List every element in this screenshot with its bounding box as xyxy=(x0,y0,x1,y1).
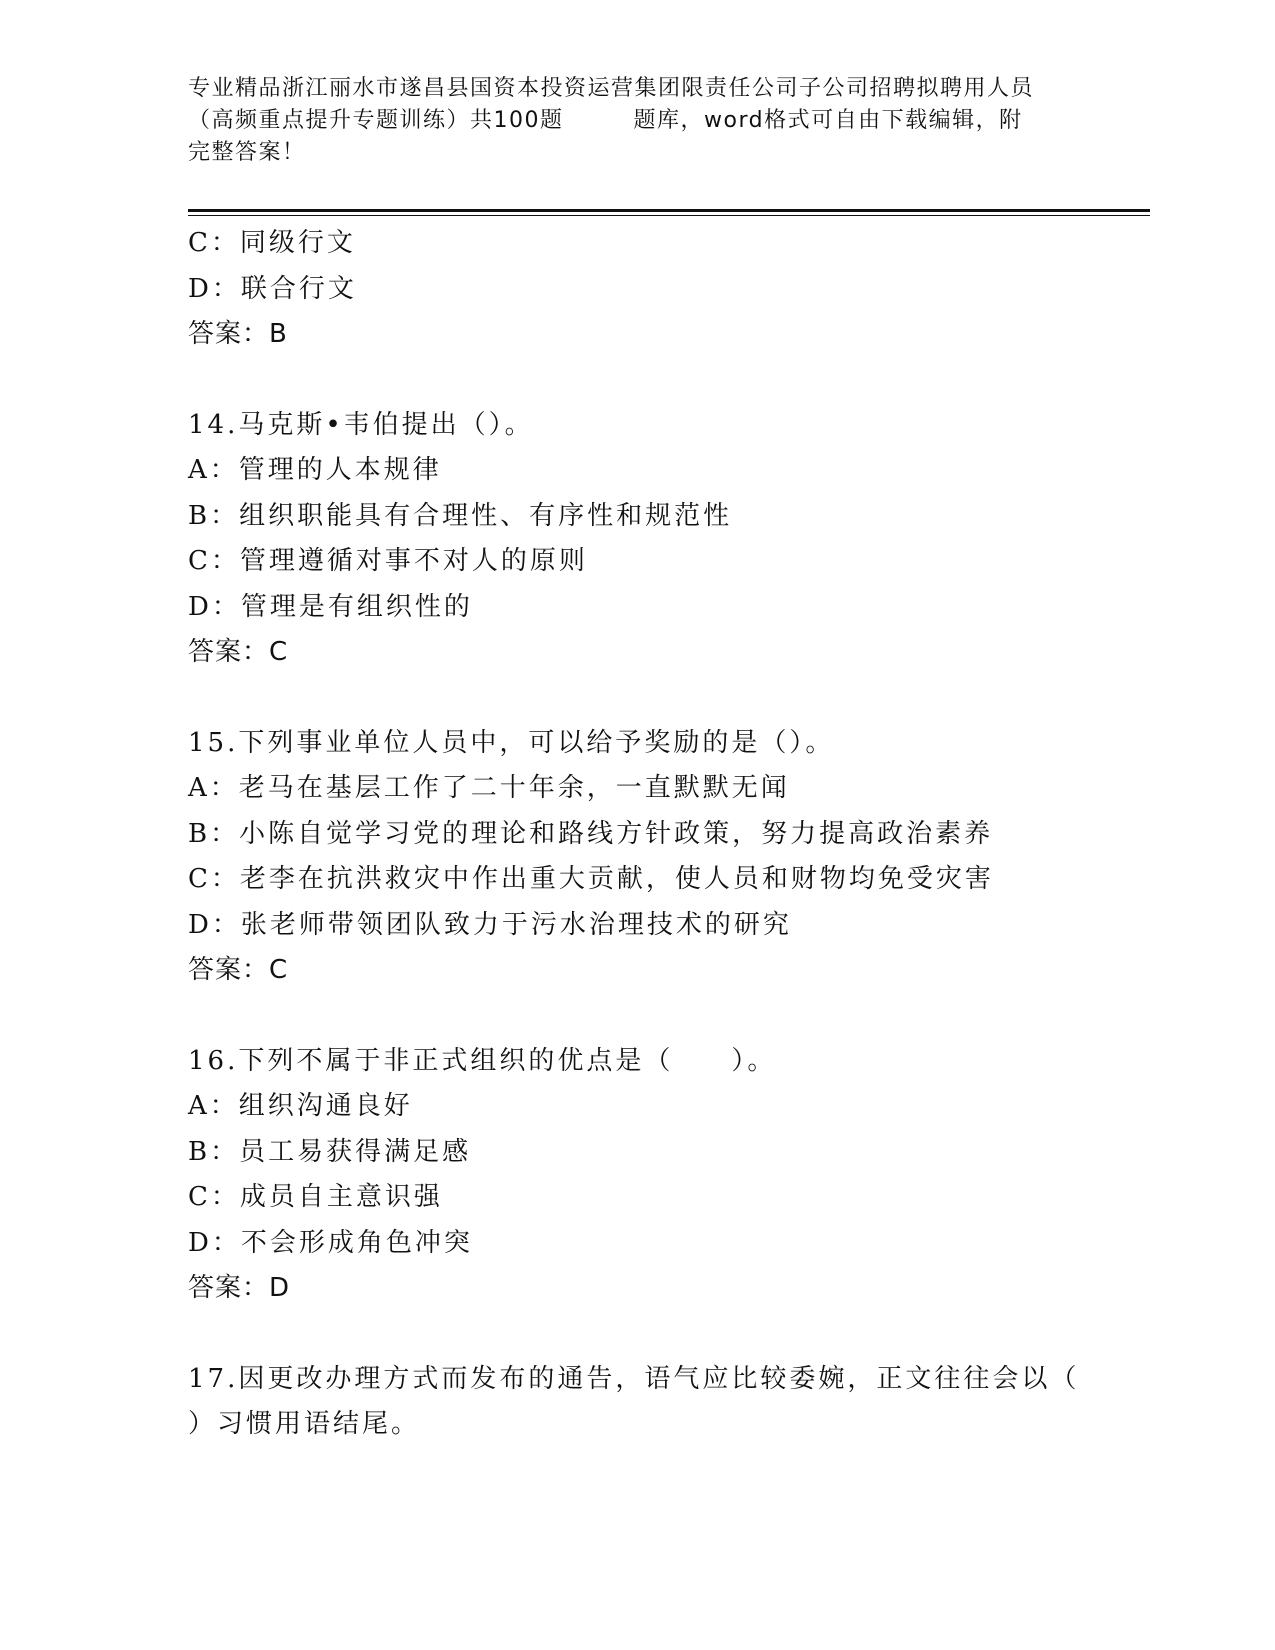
question-17 xyxy=(188,1357,1088,1448)
question-stem-line-1: 17.因更改办理方式而发布的通告，语气应比较委婉，正文往往会以（ xyxy=(188,1363,1080,1394)
option-c: C：同级行文 xyxy=(188,228,356,258)
header-line-2-right: 题库，word格式可自由下载编辑，附 xyxy=(633,108,1023,133)
answer-line: 答案：D xyxy=(188,1273,291,1303)
option-b: B：小陈自觉学习党的理论和路线方针政策，努力提高政治素养 xyxy=(188,818,994,849)
question-stem: 16.下列不属于非正式组织的优点是（ ）。 xyxy=(188,1045,777,1076)
document-header xyxy=(188,73,1088,169)
option-d: D：张老师带领团队致力于污水治理技术的研究 xyxy=(188,909,792,940)
option-c: C：老李在抗洪救灾中作出重大贡献，使人员和财物均免受灾害 xyxy=(188,864,994,894)
spacer xyxy=(188,1312,1088,1357)
option-a: A：老马在基层工作了二十年余，一直默默无闻 xyxy=(188,773,790,803)
option-d: D：联合行文 xyxy=(188,273,357,304)
answer-line: 答案：B xyxy=(188,319,288,349)
option-a: A：管理的人本规律 xyxy=(188,455,442,485)
answer-line: 答案：C xyxy=(188,637,289,667)
header-rule-thick xyxy=(188,209,1150,212)
header-line-2 xyxy=(188,105,1088,137)
option-c: C：管理遵循对事不对人的原则 xyxy=(188,546,588,576)
question-stem: 14.马克斯•韦伯提出（）。 xyxy=(188,409,534,440)
option-d: D：不会形成角色冲突 xyxy=(188,1227,473,1258)
header-line-3: 完整答案！ xyxy=(188,140,306,165)
option-d: D：管理是有组织性的 xyxy=(188,591,473,622)
question-14 xyxy=(188,403,1088,676)
question-15 xyxy=(188,721,1088,994)
option-c: C：成员自主意识强 xyxy=(188,1182,443,1212)
header-line-1: 专业精品浙江丽水市遂昌县国资本投资运营集团限责任公司子公司招聘拟聘用人员 xyxy=(188,76,1035,101)
option-b: B：组织职能具有合理性、有序性和规范性 xyxy=(188,500,733,531)
spacer xyxy=(188,994,1088,1039)
question-16 xyxy=(188,1039,1088,1312)
option-a: A：组织沟通良好 xyxy=(188,1091,413,1121)
question-13-continued xyxy=(188,221,1088,358)
question-content xyxy=(188,221,1088,1448)
option-b: B：员工易获得满足感 xyxy=(188,1136,472,1167)
header-line-2-left: （高频重点提升专题训练）共100题 xyxy=(188,108,564,133)
header-rule-thin xyxy=(188,215,1150,216)
question-stem-line-2: ）习惯用语结尾。 xyxy=(188,1409,421,1439)
spacer xyxy=(188,676,1088,721)
answer-line: 答案：C xyxy=(188,955,289,985)
question-stem: 15.下列事业单位人员中，可以给予奖励的是（）。 xyxy=(188,727,835,758)
spacer xyxy=(188,358,1088,403)
